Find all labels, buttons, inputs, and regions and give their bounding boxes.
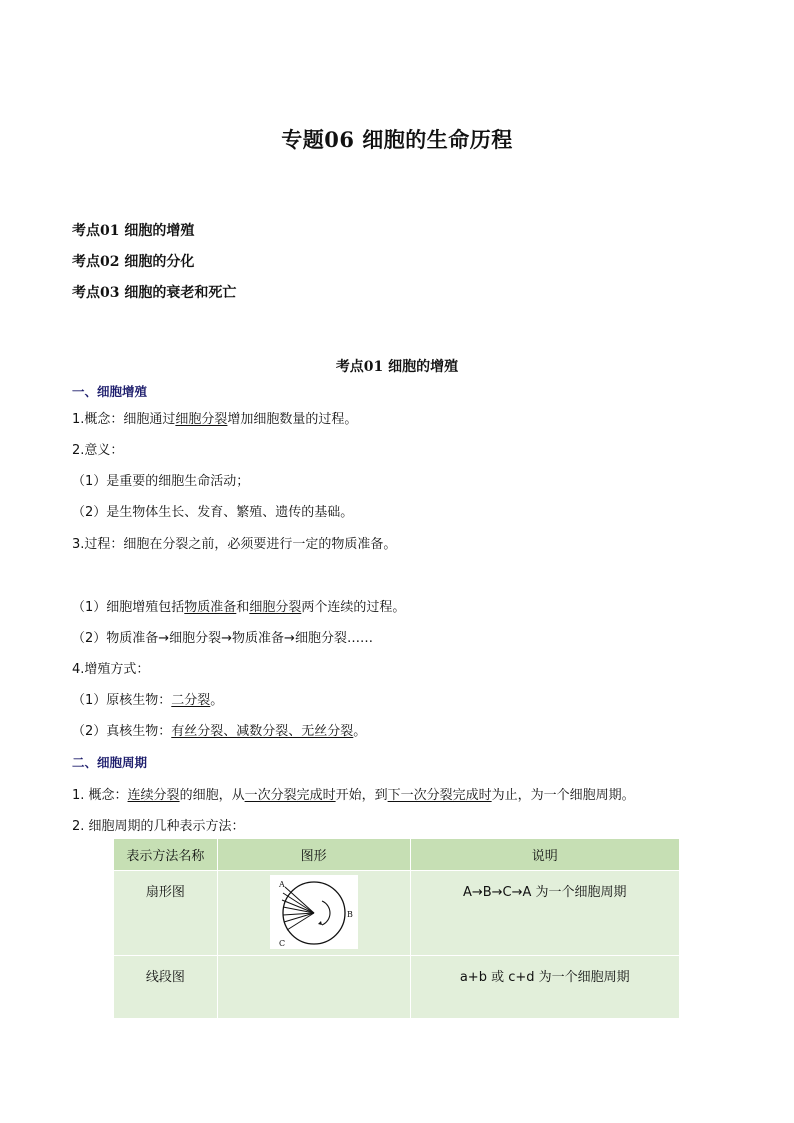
- line-significance-2: （2）是生物体生长、发育、繁殖、遗传的基础。: [72, 505, 354, 520]
- table-cell-name: 扇形图: [114, 871, 218, 956]
- toc-item-2: 考点02 细胞的分化: [72, 254, 195, 270]
- line-process-1: （1）细胞增殖包括物质准备和细胞分裂两个连续的过程。: [72, 600, 406, 615]
- table-header-row: [114, 839, 680, 871]
- table-cell-figure: [217, 956, 410, 1019]
- toc-item-1: 考点01 细胞的增殖: [72, 223, 195, 239]
- table-header: 图形: [217, 839, 410, 871]
- table-header: 说明: [410, 839, 680, 871]
- line-modes-2: （2）真核生物：有丝分裂、减数分裂、无丝分裂。: [72, 724, 367, 739]
- table-cell-figure: [217, 871, 410, 956]
- figure-label-b: B: [346, 910, 353, 919]
- pie-cycle-figure: [270, 875, 358, 949]
- line-process: 3.过程：细胞在分裂之前，必须要进行一定的物质准备。: [72, 537, 397, 552]
- line-concept: 1.概念：细胞通过细胞分裂增加细胞数量的过程。: [72, 412, 358, 427]
- line-modes: 4.增殖方式：: [72, 662, 150, 677]
- section-title: 考点01 细胞的增殖: [335, 359, 459, 375]
- table-cell-desc: a+b 或 c+d 为一个细胞周期: [410, 956, 680, 1019]
- heading-cell-proliferation: 一、细胞增殖: [72, 384, 148, 399]
- table-cell-desc: A→B→C→A 为一个细胞周期: [410, 871, 680, 956]
- line-process-2: （2）物质准备→细胞分裂→物质准备→细胞分裂……: [72, 631, 373, 646]
- heading-cell-cycle: 二、细胞周期: [72, 755, 148, 770]
- table-row: [114, 871, 680, 956]
- line-significance: 2.意义：: [72, 443, 124, 458]
- table-header: 表示方法名称: [114, 839, 218, 871]
- table-cell-name: 线段图: [114, 956, 218, 1019]
- cell-cycle-table: [113, 838, 680, 1019]
- table-row: [114, 956, 680, 1019]
- figure-label-c: C: [278, 939, 285, 948]
- page-title: 专题06 细胞的生命历程: [281, 127, 513, 152]
- line-modes-1: （1）原核生物：二分裂。: [72, 693, 224, 708]
- line-representations: 2. 细胞周期的几种表示方法：: [72, 819, 245, 834]
- line-cycle-concept: 1. 概念：连续分裂的细胞，从一次分裂完成时开始，到下一次分裂完成时为止，为一个细胞周期。: [72, 788, 635, 803]
- figure-label-a: A: [278, 880, 285, 889]
- toc-item-3: 考点03 细胞的衰老和死亡: [72, 285, 237, 301]
- line-significance-1: （1）是重要的细胞生命活动；: [72, 474, 250, 489]
